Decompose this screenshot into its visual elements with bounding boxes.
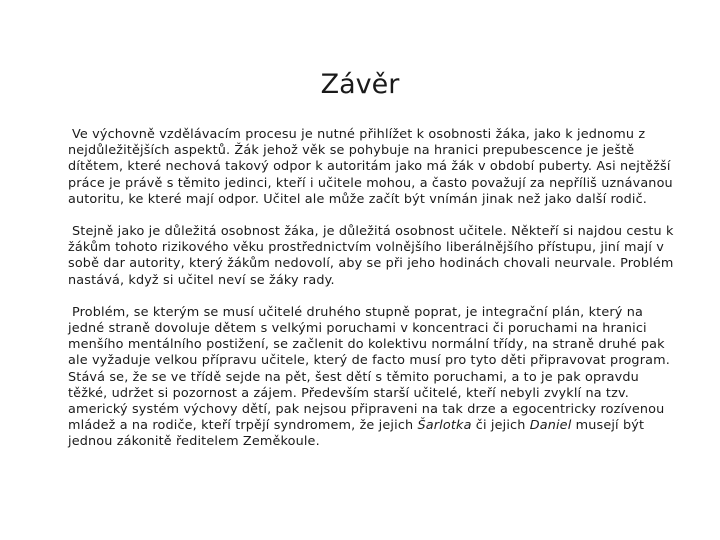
paragraph-integration-plan [68, 305, 678, 451]
paragraph-text: Stejně jako je důležitá osobnost žáka, je důležitá osobnost učitele. Někteří si najdou cestu k žákům tohoto rizikového věku prostřednictvím volnějšího liberálnějšího přístupu, jiní mají v sobě dar autority, který žákům nedovolí, aby se při jeho hodinách chovali neurvale. Problém nastává, když si učitel neví se žáky rady. [68, 224, 674, 288]
slide-body [68, 127, 678, 467]
paragraph-text-start: Problém, se kterým se musí učitelé druhého stupně poprat, je integrační plán, který na jedné straně dovoluje dětem s velkými poruchami v koncentraci či poruchami na hranici menšího mentálního postižení, se začlenit do kolektivu normální třídy, na straně druhé pak ale vyžaduje velkou přípravu učitele, který de facto musí pro tyto děti připravovat program. Stává se, že se ve třídě sejde na pět, šest dětí s těmito poruchami, a to je pak opravdu těžké, udržet si pozornost a zájem. Především starší učitelé, kteří nebyli zvyklí na tzv. americký systém výchovy dětí, pak nejsou připraveni na tak drze a egocentricky rozívenou mládež a na rodiče, kteří trpějí syndromem, že jejich [68, 304, 670, 434]
paragraph-text-end: musejí být jednou zákonitě ředitelem Zeměkoule. [68, 418, 645, 450]
paragraph-text-middle: či jejich [471, 418, 530, 434]
paragraph-student-personality [68, 127, 678, 208]
paragraph-teacher-personality [68, 224, 678, 289]
paragraph-text: Ve výchovně vzdělávacím procesu je nutné přihlížet k osobnosti žáka, jako k jednomu z nejdůležitějších aspektů. Žák jehož věk se pohybuje na hranici prepubescence je ještě dítětem, které nechová takový odpor k autoritám jako má žák v období puberty. Asi nejtěžší práce je právě s těmito jedinci, kteří i učitele mohou, a často považují za nepříliš uznávanou autoritu, ke které mají odpor. Učitel ale může začít být vnímán jinak než jako další rodič. [68, 127, 673, 207]
italic-name-daniel: Daniel [529, 418, 572, 434]
italic-name-sarlotka: Šarlotka [417, 418, 472, 434]
slide-title: Závěr [320, 69, 400, 101]
